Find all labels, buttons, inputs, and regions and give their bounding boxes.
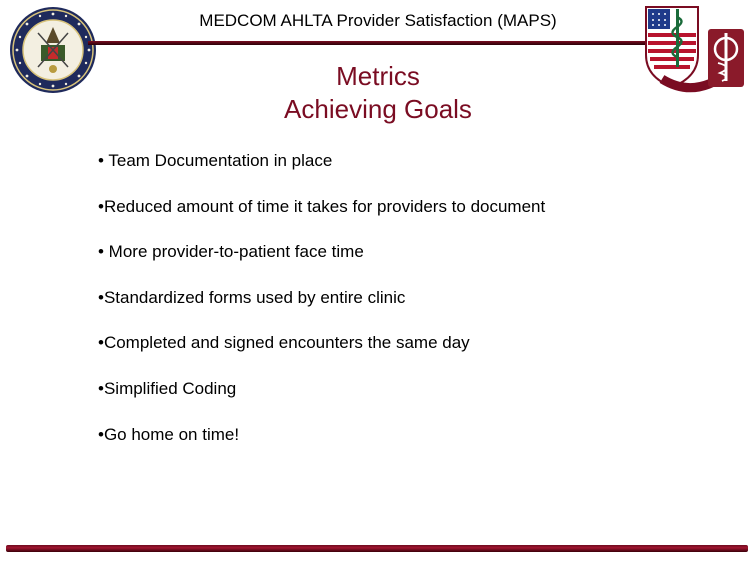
bullet-item: •Reduced amount of time it takes for providers to document (98, 196, 546, 216)
bullet-item: •Go home on time! (98, 424, 240, 444)
bullet-item: • Team Documentation in place (98, 151, 333, 170)
slide-title (0, 60, 756, 126)
bullet-item: • More provider-to-patient face time (98, 242, 364, 262)
header-divider (88, 41, 658, 45)
slide-title-line-2: Achieving Goals (284, 94, 472, 124)
bullet-list (98, 150, 545, 469)
footer-divider (6, 545, 748, 552)
header-title: MEDCOM AHLTA Provider Satisfaction (MAPS) (199, 11, 557, 30)
slide-title-line-1: Metrics (336, 61, 420, 91)
bullet-item: •Simplified Coding (98, 378, 237, 398)
bullet-item: •Standardized forms used by entire clinic (98, 287, 406, 307)
bullet-item: •Completed and signed encounters the same day (98, 333, 470, 353)
